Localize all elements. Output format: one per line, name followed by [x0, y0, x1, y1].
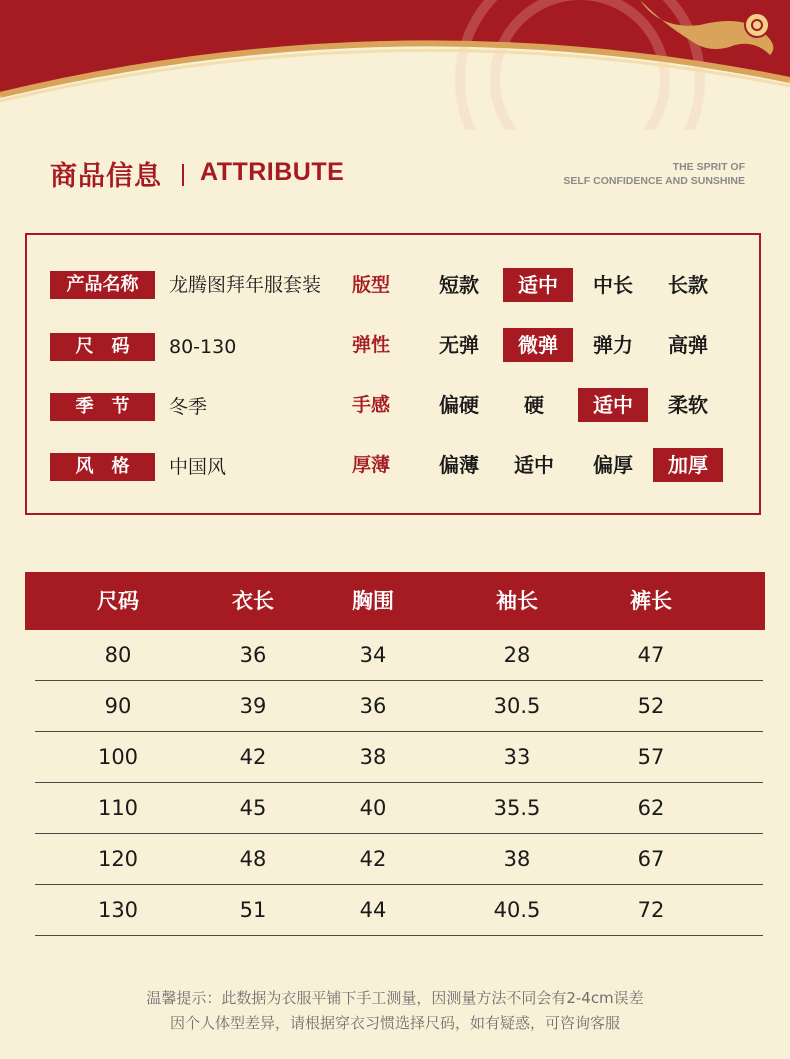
table-row	[35, 834, 763, 885]
table-cell: 33	[503, 745, 531, 769]
attr-label-size: 尺 码	[50, 333, 155, 361]
attr-value-product-name: 龙腾图拜年服套装	[169, 274, 322, 296]
feel-option-firm: 硬	[524, 393, 544, 417]
section-title-cn: 商品信息	[50, 161, 162, 192]
table-cell: 39	[239, 694, 267, 718]
thickness-option-medium: 适中	[514, 453, 554, 477]
fit-option-long: 长款	[668, 273, 708, 297]
scale-label-thickness: 厚薄	[352, 454, 391, 476]
table-cell: 44	[359, 898, 387, 922]
table-cell: 120	[97, 847, 139, 871]
elasticity-option-none: 无弹	[439, 333, 479, 357]
footer-note-line1: 温馨提示：此数据为衣服平铺下手工测量，因测量方法不同会有2-4cm误差	[146, 989, 644, 1007]
footer-note-line2: 因个人体型差异，请根据穿衣习惯选择尺码，如有疑惑，可咨询客服	[169, 1014, 620, 1032]
column-header-size: 尺码	[97, 589, 139, 613]
table-row	[35, 732, 763, 783]
table-header-row	[25, 572, 765, 630]
scale-label-fit: 版型	[352, 274, 391, 296]
table-cell: 42	[239, 745, 267, 769]
table-cell: 110	[97, 796, 139, 820]
attr-value-season: 冬季	[169, 396, 208, 418]
table-cell: 28	[503, 643, 531, 667]
thickness-option-thickish: 偏厚	[593, 453, 633, 477]
table-cell: 67	[637, 847, 665, 871]
elasticity-option-elastic: 弹力	[593, 333, 633, 357]
table-cell: 47	[637, 643, 665, 667]
tagline-line2: SELF CONFIDENCE AND SUNSHINE	[563, 175, 745, 187]
thickness-option-extra-thick: 加厚	[653, 448, 723, 482]
table-row	[35, 630, 763, 681]
elasticity-option-slight: 微弹	[503, 328, 573, 362]
attr-value-size: 80-130	[169, 336, 237, 358]
table-cell: 35.5	[493, 796, 541, 820]
fit-option-regular: 适中	[503, 268, 573, 302]
table-cell: 36	[239, 643, 267, 667]
table-cell: 45	[239, 796, 267, 820]
table-cell: 100	[97, 745, 139, 769]
table-cell: 36	[359, 694, 387, 718]
table-cell: 72	[637, 898, 665, 922]
scale-label-hand-feel: 手感	[352, 394, 391, 416]
tagline-line1: THE SPRIT OF	[672, 161, 745, 173]
table-cell: 90	[104, 694, 132, 718]
attr-label-product-name: 产品名称	[50, 271, 155, 299]
table-cell: 130	[97, 898, 139, 922]
table-row	[35, 885, 763, 936]
table-cell: 40	[359, 796, 387, 820]
section-title-en: ATTRIBUTE	[200, 158, 345, 186]
table-cell: 40.5	[493, 898, 541, 922]
table-cell: 48	[239, 847, 267, 871]
header-banner	[0, 0, 790, 130]
fit-option-short: 短款	[439, 273, 479, 297]
attr-label-style: 风 格	[50, 453, 155, 481]
table-cell: 62	[637, 796, 665, 820]
scale-label-elasticity: 弹性	[352, 334, 391, 356]
table-body	[25, 630, 765, 936]
table-cell: 38	[503, 847, 531, 871]
table-cell: 51	[239, 898, 267, 922]
attr-value-style: 中国风	[169, 456, 227, 478]
column-header-length: 衣长	[232, 589, 274, 613]
attribute-panel	[25, 233, 761, 515]
table-row	[35, 681, 763, 732]
table-cell: 52	[637, 694, 665, 718]
title-divider	[182, 164, 184, 186]
thickness-option-thin: 偏薄	[439, 453, 479, 477]
table-cell: 38	[359, 745, 387, 769]
tagline	[563, 160, 745, 188]
table-cell: 42	[359, 847, 387, 871]
column-header-sleeve: 袖长	[496, 589, 538, 613]
table-cell: 57	[637, 745, 665, 769]
feel-option-medium: 适中	[578, 388, 648, 422]
table-row	[35, 783, 763, 834]
fit-option-mid-long: 中长	[593, 273, 633, 297]
table-cell: 34	[359, 643, 387, 667]
column-header-pants: 裤长	[630, 589, 672, 613]
table-cell: 30.5	[493, 694, 541, 718]
feel-option-soft: 柔软	[668, 393, 708, 417]
feel-option-firmish: 偏硬	[439, 393, 479, 417]
size-chart-table	[25, 572, 765, 936]
table-cell: 80	[104, 643, 132, 667]
attr-label-season: 季 节	[50, 393, 155, 421]
column-header-chest: 胸围	[352, 589, 394, 613]
elasticity-option-high: 高弹	[668, 333, 708, 357]
